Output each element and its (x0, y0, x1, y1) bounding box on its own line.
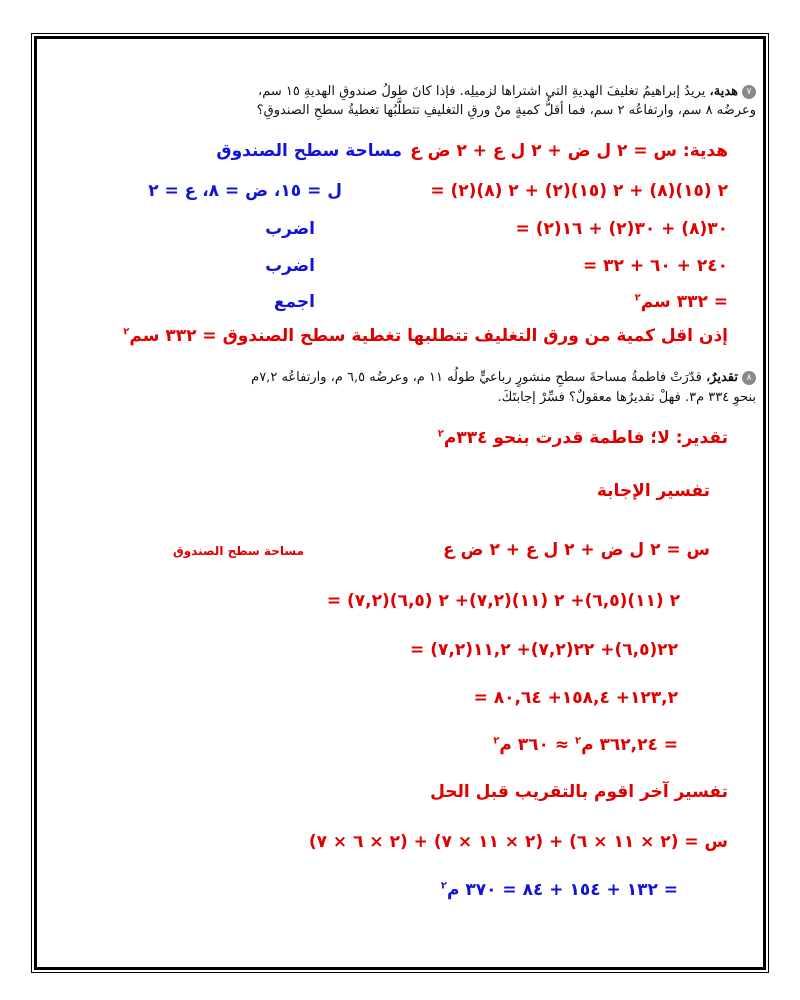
question-text: قدّرَتْ فاطمةُ مساحةَ سطحِ منشورٍ رباعيٍّ طولُه ١١ م، وعرضُه ٦,٥ م، وارتفاعُه ٧,٢م (251, 370, 702, 385)
gift-substitution-note: ل = ١٥، ض = ٨، ع = ٢ (148, 181, 342, 201)
estimate-step-3: = ١٢٣,٢+ ١٥٨,٤+ ٨٠,٦٤ (473, 688, 678, 708)
superscript-2: ٢ (440, 880, 447, 892)
question-7-line-2 (257, 103, 756, 118)
question-number-badge: ٧ (742, 85, 756, 99)
explain-title: تفسير الإجابة (596, 481, 710, 501)
question-number-badge: ٨ (742, 371, 756, 385)
question-text: وعرضُه ٨ سم، وارتفاعُه ٢ سم، فما أقلُّ كميةٍ منْ ورقِ التغليفِ تتطلَّبُها تغطيةُ سطحِ الصندوقِ؟ (256, 103, 756, 118)
question-keyword: هدية، (709, 84, 738, 99)
question-keyword: تقديرٌ، (705, 370, 738, 385)
gift-multiply-note: اضرب (265, 219, 315, 239)
superscript-2: ٢ (123, 326, 130, 338)
alt-explain-title: تفسير آخر اقوم بالتقريب قبل الحل (430, 782, 728, 802)
estimate-formula-note: مساحة سطح الصندوق (172, 544, 304, 558)
gift-formula: هدية: س = ٢ ل ض + ٢ ل ع + ٢ ض ع (410, 141, 728, 161)
gift-multiply-step-2: = ٢٤٠ + ٦٠ + ٣٢ (582, 256, 728, 276)
estimate-answer (438, 428, 728, 448)
gift-sum-value: = ٣٣٢ سم (640, 292, 728, 312)
estimate-formula: س = ٢ ل ض + ٢ ل ع + ٢ ض ع (443, 540, 710, 560)
estimate-step-4-value: = ٣٦٢,٢٤ م (581, 735, 678, 755)
alt-step-1: س = (٢ × ١١ × ٦) + (٢ × ١١ × ٧) + (٢ × ٦ × ٧) (308, 832, 728, 852)
alt-step-2 (441, 880, 678, 900)
question-8-line-1 (251, 370, 756, 385)
estimate-step-4 (493, 735, 678, 755)
gift-formula-note: مساحة سطح الصندوق (216, 141, 402, 161)
question-text: يريدُ إبراهيمُ تغليفَ الهديةِ التي اشتراها لزميلِه. فإذا كانَ طولُ صندوقِ الهديةِ ١٥ سم، (258, 84, 706, 99)
gift-multiply-step: = ٣٠(٨) + ٣٠(٢) + ١٦(٢) (515, 219, 728, 239)
superscript-2: ٢ (634, 292, 641, 304)
question-8-line-2 (498, 390, 756, 405)
gift-substitution: = ٢ (١٥)(٨) + ٢ (١٥)(٢) + ٢ (٨)(٢) (430, 181, 728, 201)
estimate-step-2: = ٢٢(٦,٥)+ ٢٢(٧,٢)+ ١١,٢(٧,٢) (410, 640, 678, 660)
estimate-answer-text: تقدير: لا؛ فاطمة قدرت بنحو ٣٣٤م (443, 428, 728, 448)
gift-conclusion-text: إذن اقل كمية من ورق التغليف تتطلبها تغطية سطح الصندوق = ٣٣٢ سم (129, 326, 728, 346)
superscript-2: ٢ (437, 428, 444, 440)
alt-step-2-value: = ١٣٢ + ١٥٤ + ٨٤ = ٣٧٠ م (446, 880, 678, 900)
question-7-line-1 (258, 84, 756, 99)
estimate-step-1: = ٢ (١١)(٦,٥)+ ٢ (١١)(٧,٢)+ ٢ (٦,٥)(٧,٢) (326, 591, 680, 611)
superscript-2: ٢ (574, 735, 582, 747)
page-frame (34, 36, 766, 970)
gift-conclusion (123, 326, 728, 346)
gift-sum-note: اجمع (273, 292, 315, 312)
gift-sum (635, 292, 728, 312)
estimate-step-4-approx: ≈ ٣٦٠ م (499, 735, 575, 755)
gift-multiply-note-2: اضرب (265, 256, 315, 276)
question-text: بنحوِ ٣٣٤ م٣. فهلْ تقديرُها معقولٌ؟ فسِّرْ إجابتَكَ. (497, 390, 756, 405)
superscript-2: ٢ (493, 735, 500, 747)
